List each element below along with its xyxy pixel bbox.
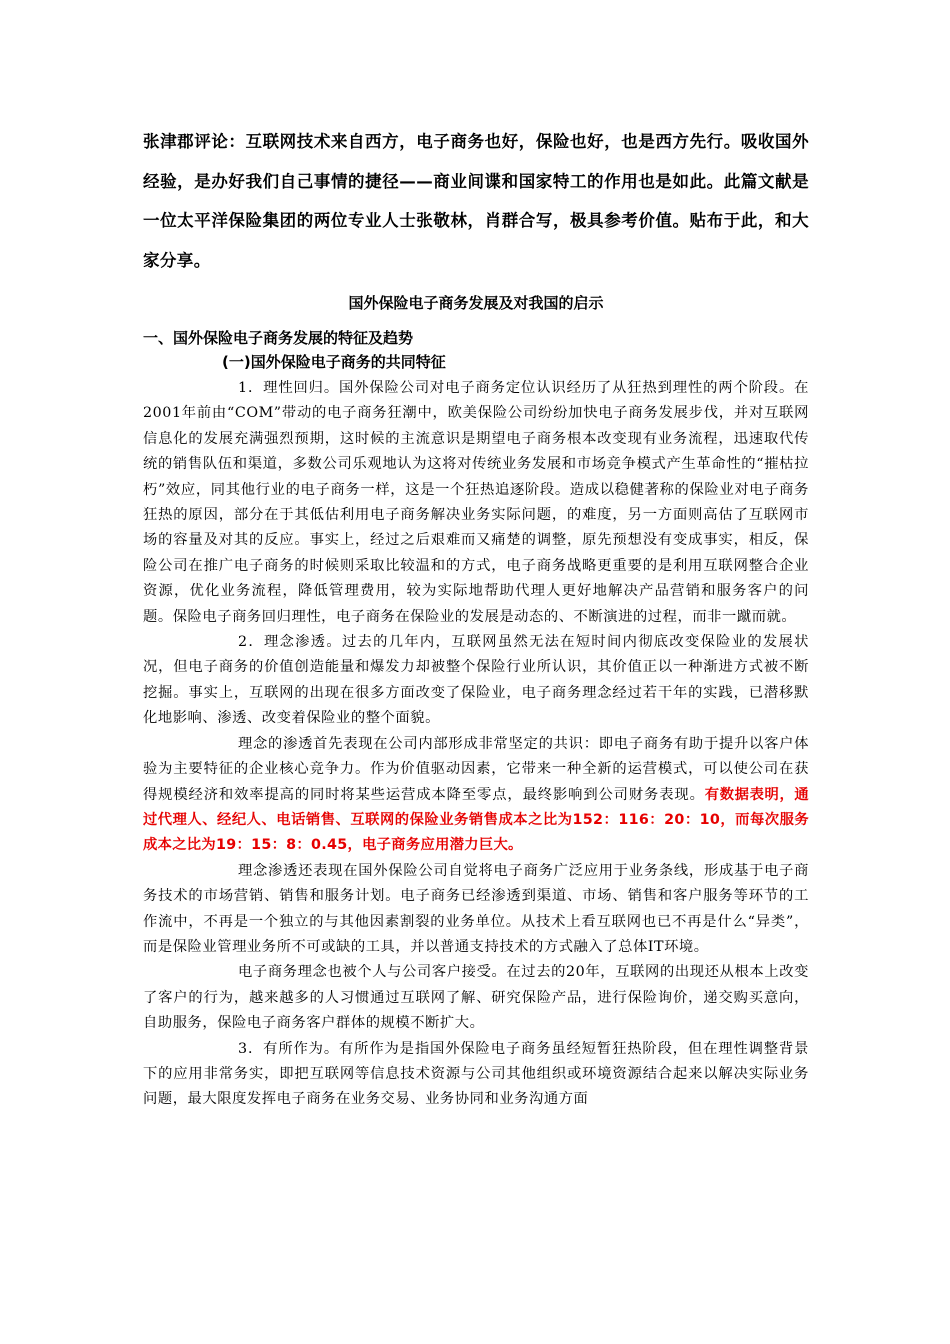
paragraph-practical-action: 3．有所作为。有所作为是指国外保险电子商务虽经短暂狂热阶段，但在理性调整背景下的应用非常务实，即把互联网等信息技术资源与公司其他组织或环境资源结合起来以解决实际业务问题，最大限度发挥电子商务在业务交易、业务协同和业务沟通方面 — [143, 1040, 809, 1108]
paragraph-business-lines: 理念渗透还表现在国外保险公司自觉将电子商务广泛应用于业务条线，形成基于电子商务技术的市场营销、销售和服务计划。电子商务已经渗透到渠道、市场、销售和客户服务等环节的工作流中，不再是一个独立的与其他因素割裂的业务单位。从技术上看互联网也已不再是什么“异类”，而是保险业管理业务所不可或缺的工具，并以普通支持技术的方式融入了总体IT环境。 — [143, 862, 809, 955]
paragraph-customer-acceptance: 电子商务理念也被个人与公司客户接受。在过去的20年，互联网的出现还从根本上改变了客户的行为，越来越多的人习惯通过互联网了解、研究保险产品，进行保险询价，递交购买意向，自助服务，保险电子商务客户群体的规模不断扩大。 — [143, 964, 809, 1032]
article-body — [143, 376, 809, 1113]
paragraph-rational-return: 1．理性回归。国外保险公司对电子商务定位认识经历了从狂热到理性的两个阶段。在2001年前由“COM”带动的电子商务狂潮中，欧美保险公司纷纷加快电子商务发展步伐，并对互联网信息化的发展充满强烈预期，这时候的主流意识是期望电子商务根本改变现有业务流程，迅速取代传统的销售队伍和渠道，多数公司乐观地认为这将对传统业务发展和市场竞争模式产生革命性的“摧枯拉朽”效应，同其他行业的电子商务一样，这是一个狂热追逐阶段。造成以稳健著称的保险业对电子商务狂热的原因，部分在于其低估利用电子商务解决业务实际问题，的难度，另一方面则高估了互联网市场的容量及对其的反应。事实上，经过之后艰难而又痛楚的调整，原先预想没有变成事实，相反，保险公司在推广电子商务的时候则采取比较温和的方式，电子商务战略更重要的是利用互联网整合企业资源，优化业务流程，降低管理费用，较为实际地帮助代理人更好地解决产品营销和服务客户的问题。保险电子商务回归理性，电子商务在保险业的发展是动态的、不断演进的过程，而非一蹴而就。 — [143, 380, 809, 625]
paragraph-concept-penetration: 2．理念渗透。过去的几年内，互联网虽然无法在短时间内彻底改变保险业的发展状况，但电子商务的价值创造能量和爆发力却被整个保险行业所认识，其价值正以一种渐进方式被不断挖掘。事实上，互联网的出现在很多方面改变了保险业，电子商务理念经过若干年的实践，已潜移默化地影响、渗透、改变着保险业的整个面貌。 — [143, 634, 809, 727]
article-title: 国外保险电子商务发展及对我国的启示 — [348, 294, 604, 312]
consensus-text: 理念的渗透首先表现在公司内部形成非常坚定的共识：即电子商务有助于提升以客户体验为主要特征的企业核心竞争力。作为价值驱动因素，它带来一种全新的运营模式，可以使公司在获得规模经济和效率提高的同时将某些运营成本降至零点，最终影响到公司财务表现。 — [143, 735, 809, 803]
subsection-heading: (一)国外保险电子商务的共同特征 — [222, 353, 446, 371]
section-heading: 一、国外保险电子商务发展的特征及趋势 — [143, 329, 414, 347]
highlighted-cost-data: 有数据表明，通过代理人、经纪人、电话销售、互联网的保险业务销售成本之比为152：116：20：10，而每次服务成本之比为19：15：8：0.45，电子商务应用潜力巨大。 — [143, 786, 809, 854]
editor-comment: 张津郡评论：互联网技术来自西方，电子商务也好，保险也好，也是西方先行。吸收国外经验，是办好我们自己事情的捷径——商业间谍和国家特工的作用也是如此。此篇文献是一位太平洋保险集团的两位专业人士张敬林，肖群合写，极具参考价值。贴布于此，和大家分享。 — [143, 132, 809, 270]
paragraph-internal-consensus — [143, 732, 809, 859]
